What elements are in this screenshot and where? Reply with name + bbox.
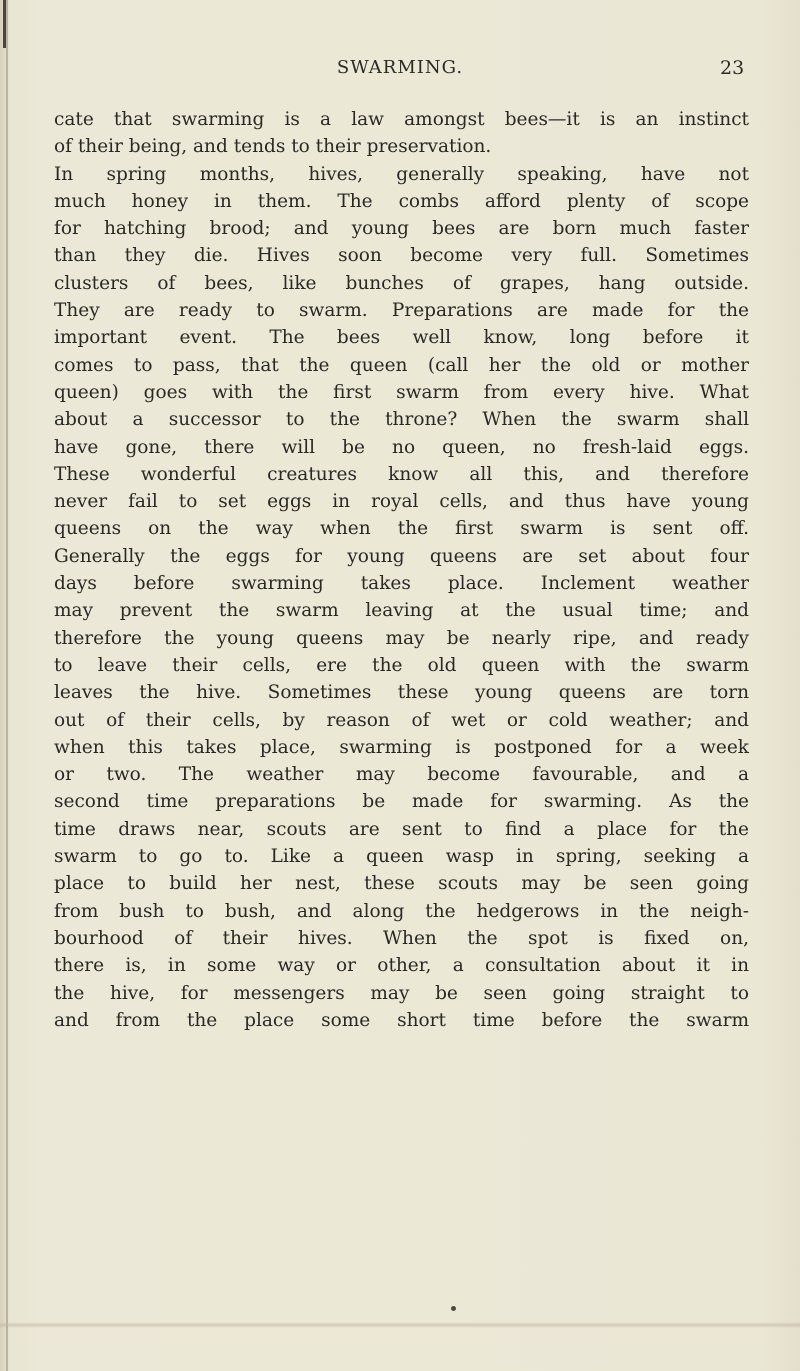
text-line: leaves the hive. Sometimes these young queens are torn xyxy=(54,682,749,704)
text-line: therefore the young queens may be nearly ripe, and ready xyxy=(54,627,749,649)
text-line: than they die. Hives soon become very full. Sometimes xyxy=(54,245,749,267)
text-line: clusters of bees, like bunches of grapes, hang outside. xyxy=(54,272,749,294)
text-line: and from the place some short time before the swarm xyxy=(54,1009,749,1031)
text-line: to leave their cells, ere the old queen with the swarm xyxy=(54,654,749,676)
text-line: for hatching brood; and young bees are born much faster xyxy=(54,218,749,240)
text-line: important event. The bees well know, long before it xyxy=(54,327,749,349)
text-line: cate that swarming is a law amongst bees—it is an instinct xyxy=(54,109,749,130)
text-line: time draws near, scouts are sent to find a place for the xyxy=(54,818,749,840)
text-line: bourhood of their hives. When the spot is fixed on, xyxy=(54,927,749,949)
text-line: swarm to go to. Like a queen wasp in spring, seeking a xyxy=(54,846,749,868)
body-text xyxy=(54,106,749,1034)
text-line: there is, in some way or other, a consultation about it in xyxy=(54,955,749,977)
text-line: out of their cells, by reason of wet or cold weather; and xyxy=(54,709,749,731)
text-line: They are ready to swarm. Preparations are made for the xyxy=(54,300,749,322)
text-line: of their being, and tends to their preservation. xyxy=(54,136,492,158)
text-line: comes to pass, that the queen (call her the old or mother xyxy=(54,354,749,376)
text-line: place to build her nest, these scouts may be seen going xyxy=(54,873,749,895)
text-line: queen) goes with the first swarm from every hive. What xyxy=(54,381,749,403)
text-line: the hive, for messengers may be seen going straight to xyxy=(54,982,749,1004)
page-binding-mark xyxy=(3,0,6,48)
text-line: second time preparations be made for swarming. As the xyxy=(54,791,749,813)
text-line: much honey in them. The combs afford plenty of scope xyxy=(54,190,749,212)
text-line: about a successor to the throne? When the swarm shall xyxy=(54,409,749,431)
ink-speck xyxy=(451,1306,456,1311)
text-line: Generally the eggs for young queens are set about four xyxy=(54,545,749,567)
text-line: never fail to set eggs in royal cells, and thus have young xyxy=(54,491,749,513)
running-head: SWARMING. xyxy=(336,57,464,78)
page-gutter-edge xyxy=(6,0,8,1371)
text-line: when this takes place, swarming is postponed for a week xyxy=(54,736,749,758)
text-line: days before swarming takes place. Inclement weather xyxy=(54,573,749,595)
text-line: queens on the way when the first swarm is sent off. xyxy=(54,518,749,540)
text-line: or two. The weather may become favourable, and a xyxy=(54,764,749,786)
page-header xyxy=(0,57,800,87)
text-line: from bush to bush, and along the hedgerows in the neigh- xyxy=(54,900,749,922)
page-bottom-shadow xyxy=(0,1322,800,1328)
page-number: 23 xyxy=(720,57,745,79)
text-line: These wonderful creatures know all this, and therefore xyxy=(54,463,749,485)
text-line: In spring months, hives, generally speaking, have not xyxy=(54,163,749,185)
text-line: may prevent the swarm leaving at the usual time; and xyxy=(54,600,749,622)
text-line: have gone, there will be no queen, no fresh-laid eggs. xyxy=(54,436,749,458)
